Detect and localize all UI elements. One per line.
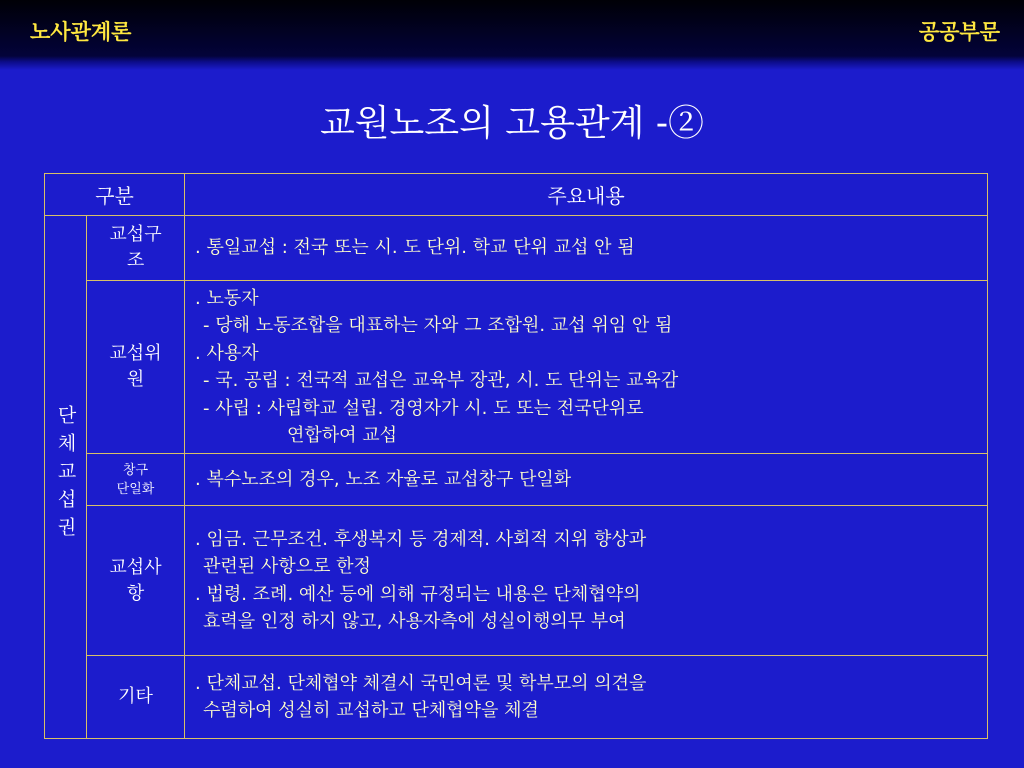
row-label-line: 원 [126, 369, 145, 390]
header-content: 주요내용 [185, 174, 988, 216]
content-line: . 단체교섭. 단체협약 체결시 국민여론 및 학부모의 의견을 [195, 672, 647, 694]
table-row [45, 506, 988, 656]
row-label-line: 항 [126, 582, 145, 604]
category-cell [45, 216, 87, 739]
content-line: . 법령. 조례. 예산 등에 의해 규정되는 내용은 단체협약의 [195, 583, 641, 605]
content-line: . 임금. 근무조건. 후생복지 등 경제적. 사회적 지위 향상과 [195, 528, 647, 550]
content-line: . 사용자 [195, 342, 259, 364]
row-label-line: 교섭사 [109, 556, 162, 578]
row-label-line: 교섭위 [109, 343, 162, 364]
row-label-cell [87, 281, 185, 454]
content-line: - 당해 노동조합을 대표하는 자와 그 조합원. 교섭 위임 안 됨 [203, 315, 673, 336]
content-line: 수렴하여 성실히 교섭하고 단체협약을 체결 [203, 700, 539, 721]
row-content-cell [185, 656, 988, 739]
row-label-cell [87, 506, 185, 656]
content-line: - 사립 : 사립학교 설립. 경영자가 시. 도 또는 전국단위로 [203, 397, 644, 419]
header-category: 구분 [45, 174, 185, 216]
row-label-line: 기타 [118, 686, 153, 707]
row-label-line: 교섭구 [109, 224, 162, 245]
row-label-cell [87, 216, 185, 281]
section-title: 공공부문 [918, 20, 1000, 44]
content-table [44, 173, 988, 739]
content-line: 연합하여 교섭 [287, 425, 398, 446]
table-header-row [45, 174, 988, 216]
content-line: 관련된 사항으로 한정 [203, 556, 371, 577]
content-line: - 국. 공립 : 전국적 교섭은 교육부 장관, 시. 도 단위는 교육감 [203, 370, 679, 391]
row-content-cell [185, 454, 988, 506]
row-label-line: 조 [126, 250, 145, 271]
content-line: . 노동자 [195, 287, 259, 309]
table-row [45, 281, 988, 454]
content-line: 효력을 인정 하지 않고, 사용자측에 성실이행의무 부여 [203, 611, 626, 632]
table-row [45, 454, 988, 506]
content-line: . 통일교섭 : 전국 또는 시. 도 단위. 학교 단위 교섭 안 됨 [195, 237, 635, 259]
row-label-line: 창구 [122, 462, 149, 478]
row-content-cell [185, 216, 988, 281]
row-label-cell [87, 454, 185, 506]
slide-title: 교원노조의 고용관계 -② [319, 103, 705, 144]
row-label-cell [87, 656, 185, 739]
table-row [45, 656, 988, 739]
content-line: . 복수노조의 경우, 노조 자율로 교섭창구 단일화 [195, 468, 572, 490]
course-title: 노사관계론 [30, 20, 132, 44]
category-label: 단체교섭권 [54, 405, 77, 545]
table-row [45, 216, 988, 281]
row-content-cell [185, 506, 988, 656]
row-content-cell [185, 281, 988, 454]
row-label-line: 단일화 [116, 481, 155, 497]
